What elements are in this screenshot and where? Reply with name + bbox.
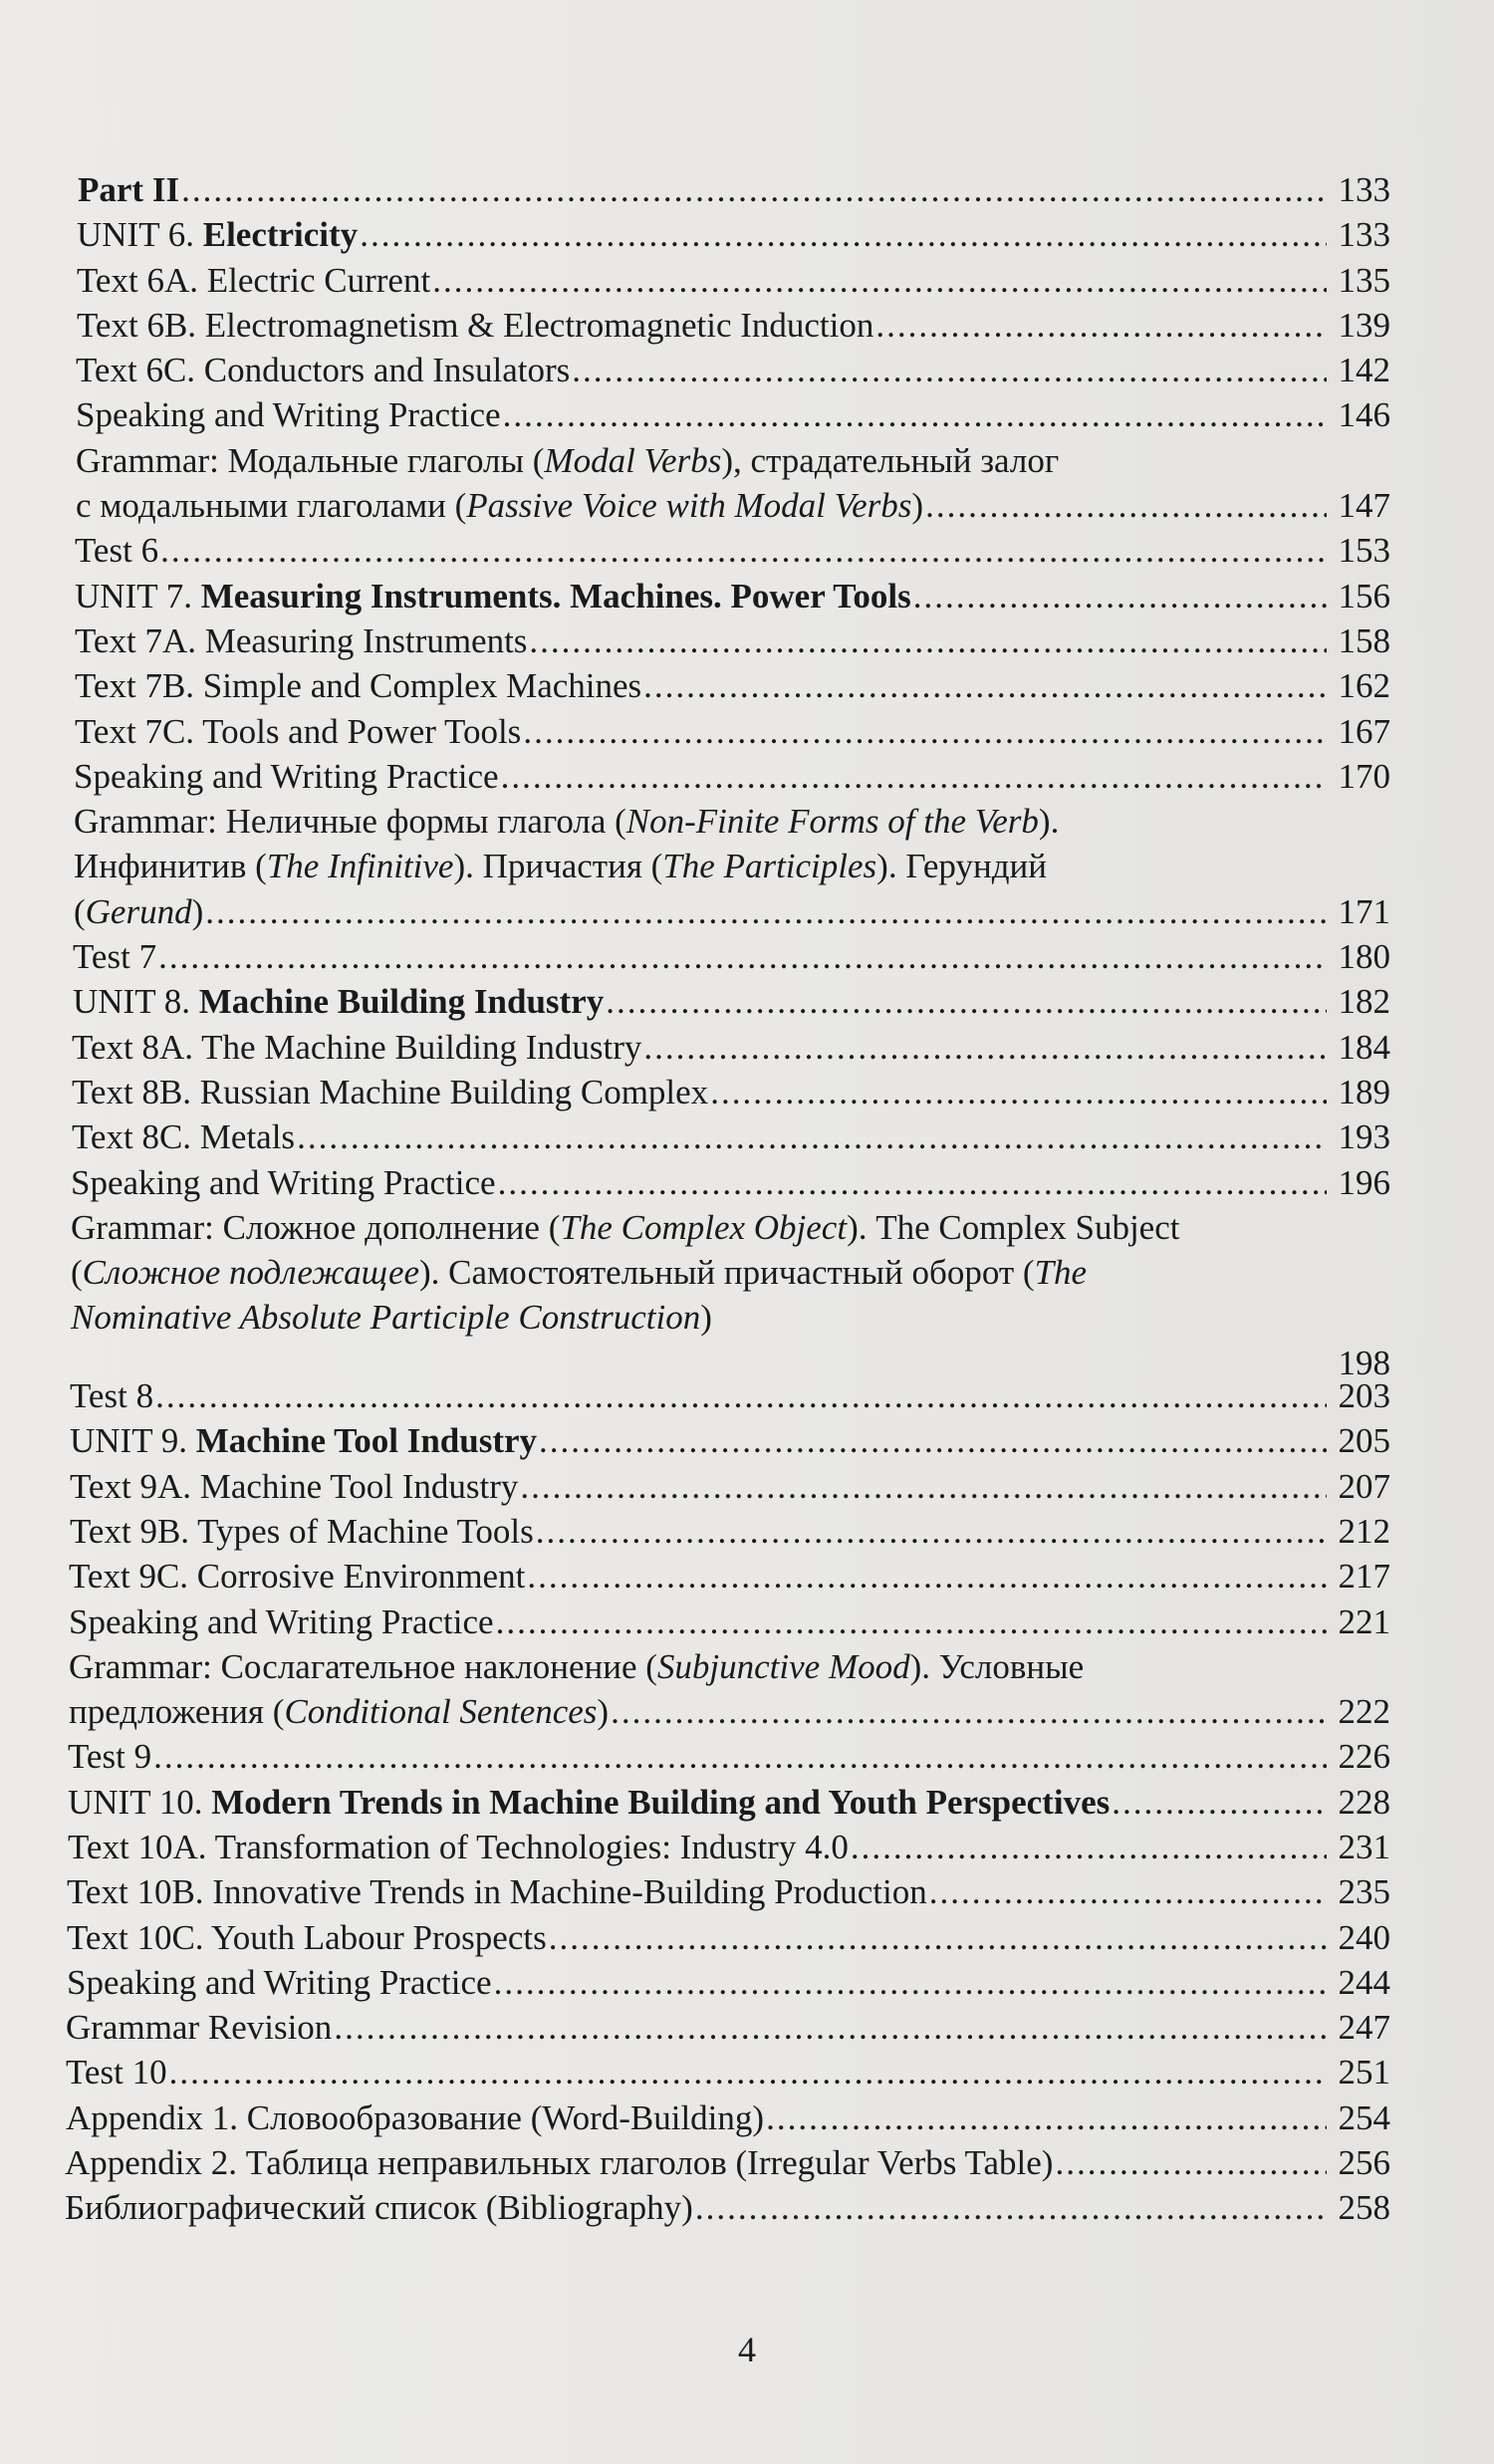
leader-dots — [925, 483, 1327, 528]
toc-entry-label: Text 8B. Russian Machine Building Complex — [72, 1072, 709, 1111]
toc-entry-label: Text 9B. Types of Machine Tools — [70, 1511, 534, 1551]
toc-page-number: 251 — [1338, 2053, 1390, 2093]
toc-unit-prefix: UNIT 6. — [77, 215, 203, 255]
toc-unit-6 — [77, 212, 1390, 257]
toc-unit-title: Machine Tool Industry — [195, 1421, 538, 1461]
toc-page-number: 198 — [1338, 1343, 1390, 1382]
leader-dots — [539, 1418, 1327, 1463]
toc-speaking-writing-10 — [67, 1960, 1390, 2005]
toc-entry-label: Text 7B. Simple and Complex Machines — [75, 666, 642, 706]
toc-unit-prefix: UNIT 9. — [70, 1421, 196, 1461]
leader-dots — [160, 528, 1327, 573]
toc-grammar-8: Grammar: Сложное дополнение (The Complex Object). The Complex Subject (Сложное подлежащее). Самостоятельный причастный оборот (The Nominative Absolute Participle Construction) 198 — [71, 1205, 1390, 1385]
toc-grammar-revision — [66, 2005, 1390, 2050]
leader-dots — [153, 1734, 1327, 1779]
toc-page-number: 156 — [1338, 576, 1390, 616]
toc-page-number: 205 — [1338, 1421, 1390, 1461]
toc-entry-label: Test 10 — [66, 2053, 167, 2093]
toc-test-7 — [73, 934, 1390, 979]
toc-page-number: 133 — [1338, 215, 1390, 255]
leader-dots — [572, 348, 1327, 392]
leader-dots — [929, 1869, 1327, 1914]
toc-page-number: 162 — [1338, 666, 1390, 706]
toc-test-10 — [66, 2050, 1390, 2094]
toc-grammar-6: Grammar: Модальные глаголы (Modal Verbs), страдательный залог с модальными глаголами (Passive Voice with Modal Verbs) ..... 147 — [76, 438, 1390, 529]
leader-dots — [503, 392, 1327, 437]
toc-part-label: Part II — [78, 170, 180, 209]
toc-page-number: 146 — [1338, 395, 1390, 435]
toc-page-number: 256 — [1338, 2143, 1390, 2183]
toc-appendix-1 — [66, 2095, 1390, 2140]
toc-entry-label: Test 7 — [73, 937, 157, 977]
leader-dots — [334, 2005, 1327, 2050]
toc-entry-label: Speaking and Writing Practice — [69, 1602, 494, 1641]
leader-dots — [205, 889, 1327, 934]
toc-unit-prefix: UNIT 7. — [75, 576, 201, 616]
toc-entry-label: Speaking and Writing Practice — [74, 756, 499, 796]
toc-entry-label: Appendix 1. Словообразование (Word-Building) — [66, 2097, 765, 2137]
toc-page-number: 217 — [1338, 1557, 1390, 1597]
toc-page-number: 244 — [1338, 1962, 1390, 2002]
leader-dots — [606, 979, 1327, 1024]
toc-entry-label: Text 9C. Corrosive Environment — [69, 1557, 526, 1597]
leader-dots — [432, 258, 1327, 303]
toc-page-number: 196 — [1338, 1162, 1390, 1202]
toc-entry-label: Test 6 — [75, 531, 159, 571]
toc-part-2 — [78, 167, 1390, 212]
leader-dots — [498, 1160, 1327, 1205]
leader-dots — [1055, 2140, 1327, 2185]
leader-dots — [169, 2050, 1327, 2094]
toc-unit-9 — [70, 1418, 1390, 1463]
leader-dots — [527, 1554, 1327, 1599]
leader-dots — [710, 1070, 1327, 1114]
leader-dots — [913, 574, 1327, 618]
toc-unit-prefix: UNIT 8. — [73, 982, 199, 1022]
toc-entry-label: Text 8A. The Machine Building Industry — [72, 1027, 642, 1067]
toc-page-number: 142 — [1338, 351, 1390, 390]
leader-dots — [851, 1825, 1327, 1869]
toc-page-number: 193 — [1338, 1117, 1390, 1157]
toc-text-10c — [67, 1915, 1390, 1960]
toc-page-number: 258 — [1338, 2188, 1390, 2228]
toc-text-6b — [77, 303, 1390, 348]
toc-text-6c — [76, 348, 1390, 392]
toc-entry-label: Text 7A. Measuring Instruments — [75, 620, 528, 660]
toc-page-number: 147 — [1338, 486, 1390, 526]
leader-dots — [523, 709, 1327, 754]
toc-text-9c — [69, 1554, 1390, 1599]
leader-dots — [155, 1373, 1327, 1418]
toc-page-number: 212 — [1338, 1511, 1390, 1551]
toc-entry-label: Test 8 — [70, 1376, 154, 1416]
toc-entry-label: Grammar Revision — [66, 2008, 333, 2048]
leader-dots — [520, 1464, 1327, 1509]
toc-speaking-writing-6 — [76, 392, 1390, 437]
toc-page-number: 221 — [1338, 1602, 1390, 1641]
leader-dots — [549, 1915, 1327, 1960]
leader-dots — [529, 618, 1327, 663]
leader-dots — [501, 754, 1327, 799]
toc-unit-title: Modern Trends in Machine Building and Youth Perspectives — [211, 1782, 1111, 1822]
toc-unit-title: Electricity — [202, 215, 359, 255]
leader-dots — [695, 2185, 1327, 2230]
toc-entry-label: Text 6A. Electric Current — [77, 260, 431, 300]
leader-dots — [496, 1600, 1327, 1644]
leader-dots — [536, 1509, 1327, 1554]
page-number: 4 — [738, 2330, 756, 2369]
toc-page-number: 133 — [1338, 170, 1390, 209]
toc-page-number: 203 — [1338, 1376, 1390, 1416]
toc-page-number: 135 — [1338, 260, 1390, 300]
toc-text-9a — [70, 1464, 1390, 1509]
toc-page-number: 167 — [1338, 711, 1390, 751]
toc-page-number: 171 — [1338, 891, 1390, 931]
leader-dots — [158, 934, 1327, 979]
toc-page-number: 139 — [1338, 305, 1390, 345]
toc-unit-title: Machine Building Industry — [198, 982, 605, 1022]
toc-entry-label: Appendix 2. Таблица неправильных глаголов (Irregular Verbs Table) — [65, 2143, 1054, 2183]
toc-entry-label: Text 6C. Conductors and Insulators — [76, 351, 571, 390]
toc-entry-label: Text 10B. Innovative Trends in Machine-Building Production — [67, 1872, 927, 1912]
toc-entry-label: Text 8C. Metals — [72, 1117, 296, 1157]
toc-grammar-7: Grammar: Неличные формы глагола (Non-Finite Forms of the Verb). Инфинитив (The Infinitive). Причастия (The Participles). Герундий (Gerund) ..... 171 — [74, 799, 1390, 934]
toc-test-8 — [70, 1373, 1390, 1418]
toc-page-number: 254 — [1338, 2097, 1390, 2137]
toc-entry-label: Text 10A. Transformation of Technologies: Industry 4.0 — [68, 1827, 849, 1866]
toc-text-9b — [70, 1509, 1390, 1554]
leader-dots — [766, 2095, 1327, 2140]
toc-page-number: 184 — [1338, 1027, 1390, 1067]
leader-dots — [875, 303, 1327, 348]
toc-text-8a — [72, 1025, 1390, 1070]
toc-page-number: 222 — [1338, 1692, 1390, 1732]
toc-text-8c — [72, 1114, 1390, 1159]
toc-entry-label: Text 6B. Electromagnetism & Electromagnetic Induction — [77, 305, 874, 345]
toc-text-7c — [75, 709, 1390, 754]
toc-page-number: 189 — [1338, 1072, 1390, 1111]
toc-text-8b — [72, 1070, 1390, 1114]
toc-bibliography — [65, 2185, 1390, 2230]
toc-speaking-writing-8 — [71, 1160, 1390, 1205]
leader-dots — [494, 1960, 1327, 2005]
leader-dots — [181, 167, 1327, 212]
toc-grammar-9: Grammar: Сослагательное наклонение (Subjunctive Mood). Условные предложения (Conditional Sentences) ..... 222 — [69, 1644, 1390, 1735]
toc-page-number: 240 — [1338, 1917, 1390, 1957]
toc-text-7a — [75, 618, 1390, 663]
leader-dots — [1112, 1780, 1327, 1825]
toc-page-number: 247 — [1338, 2008, 1390, 2048]
toc-page-number: 207 — [1338, 1466, 1390, 1506]
toc-entry-label: Библиографический список (Bibliography) — [65, 2188, 693, 2228]
leader-dots — [297, 1114, 1327, 1159]
toc-unit-7 — [75, 574, 1390, 618]
toc-unit-8 — [73, 979, 1390, 1024]
toc-text-7b — [75, 663, 1390, 708]
toc-entry-label: Text 10C. Youth Labour Prospects — [67, 1917, 547, 1957]
toc-speaking-writing-7 — [74, 754, 1390, 799]
toc-entry-label: Speaking and Writing Practice — [76, 395, 501, 435]
toc-unit-10 — [68, 1780, 1390, 1825]
toc-text-10b — [67, 1869, 1390, 1914]
toc-page-number: 235 — [1338, 1872, 1390, 1912]
toc-page-number: 180 — [1338, 937, 1390, 977]
toc-page-number: 228 — [1338, 1782, 1390, 1822]
toc-text-6a — [77, 258, 1390, 303]
toc-text-10a — [68, 1825, 1390, 1869]
toc-entry-label: Speaking and Writing Practice — [71, 1162, 496, 1202]
toc-test-6 — [75, 528, 1390, 573]
toc-entry-label: Test 9 — [68, 1737, 152, 1777]
toc-page-number: 226 — [1338, 1737, 1390, 1777]
leader-dots — [643, 1025, 1327, 1070]
leader-dots — [611, 1689, 1327, 1734]
toc-speaking-writing-9 — [69, 1600, 1390, 1644]
toc-page-number: 158 — [1338, 620, 1390, 660]
toc-page-number: 231 — [1338, 1827, 1390, 1866]
toc-appendix-2 — [65, 2140, 1390, 2185]
toc-page-number: 182 — [1338, 982, 1390, 1022]
toc-entry-label: Text 7C. Tools and Power Tools — [75, 711, 522, 751]
toc-entry-label: Speaking and Writing Practice — [67, 1962, 492, 2002]
toc-entry-label: Text 9A. Machine Tool Industry — [70, 1466, 519, 1506]
toc-test-9 — [68, 1734, 1390, 1779]
toc-page-number: 170 — [1338, 756, 1390, 796]
toc-unit-prefix: UNIT 10. — [68, 1782, 212, 1822]
leader-dots — [643, 663, 1327, 708]
toc-page-number: 153 — [1338, 531, 1390, 571]
leader-dots — [360, 212, 1327, 257]
toc-unit-title: Measuring Instruments. Machines. Power Tools — [200, 576, 911, 616]
table-of-contents — [65, 167, 1436, 2231]
